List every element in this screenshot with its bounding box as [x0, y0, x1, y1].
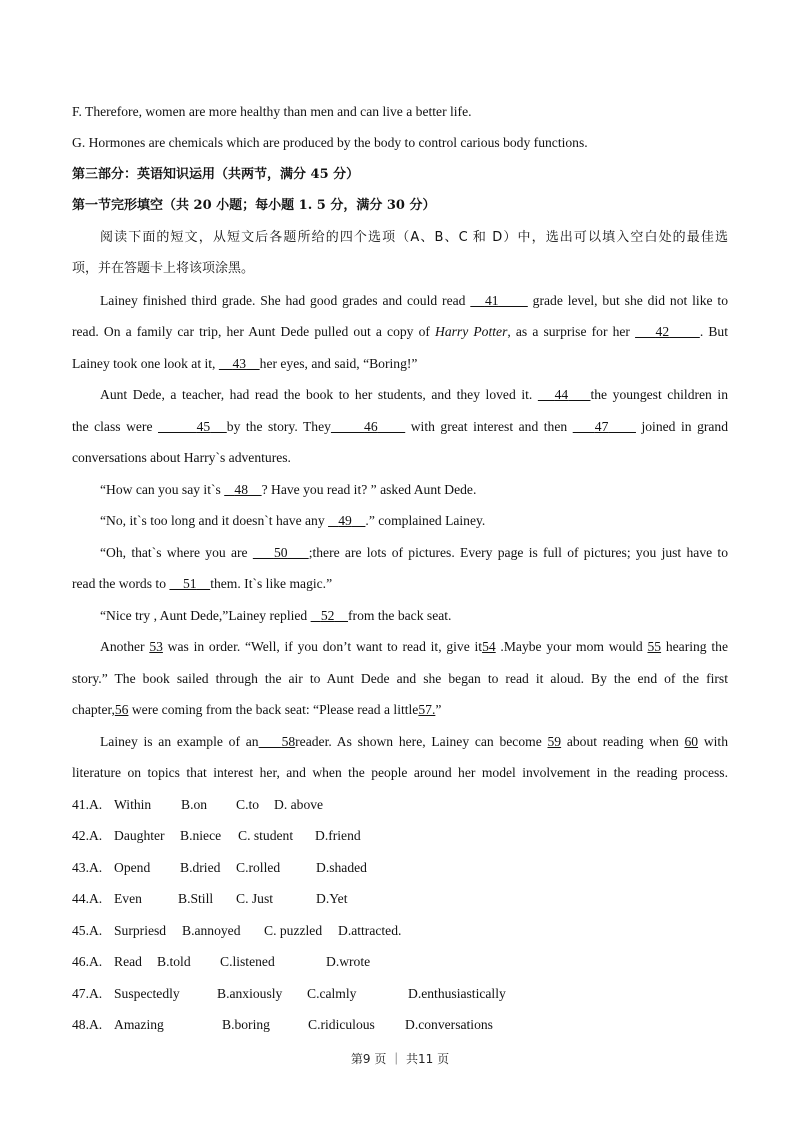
option-f: F. Therefore, women are more healthy than men and can live a better life.: [72, 104, 472, 119]
option-row: 45.A. Surpriesd B.annoyed C. puzzled D.attracted.: [72, 923, 402, 938]
blank-54: 54: [482, 639, 496, 654]
passage-line: the class were 45 by the story. They 46 with great interest and then 47 joined in grand: [72, 419, 729, 434]
blank-45: 45: [196, 419, 211, 434]
option-row: 44.A. Even B.Still C. Just D.Yet: [72, 891, 348, 906]
option-row: 48.A. Amazing B.boring C.ridiculous D.conversations: [72, 1017, 493, 1032]
option-g: G. Hormones are chemicals which are produced by the body to control carious body functions.: [72, 135, 588, 150]
blank-58: 58: [281, 734, 296, 749]
blank-47: 47: [594, 419, 609, 434]
blank-53: 53: [149, 639, 163, 654]
book-title: Harry Potter: [435, 324, 508, 339]
blank-52: 52: [320, 608, 335, 623]
passage-line: read. On a family car trip, her Aunt Dede pulled out a copy of Harry Potter, as a surprise for her 42 . But: [72, 324, 728, 339]
blank-43: 43: [232, 356, 247, 371]
option-row: 46.A. Read B.told C.listened D.wrote: [72, 954, 371, 969]
passage-line: Another 53 was in order. “Well, if you don’t want to read it, give it54 .Maybe your mom would 55 hearing the: [100, 639, 728, 654]
page-footer: 第9 页 ｜ 共11 页: [350, 1052, 450, 1066]
instruction-line-2: 项，并在答题卡上将该项涂黑。: [72, 261, 255, 276]
passage-line: Lainey is an example of an 58reader. As shown here, Lainey can become 59 about reading when 60 with: [100, 734, 728, 749]
passage-line: chapter,56 were coming from the back seat: “Please read a little57.”: [72, 702, 442, 717]
section-heading: 第一节完形填空（共 20 小题；每小题 1. 5 分，满分 30 分）: [72, 198, 436, 213]
part-heading: 第三部分：英语知识运用（共两节，满分 45 分）: [72, 167, 360, 182]
passage-line: “Nice try , Aunt Dede,”Lainey replied 52 from the back seat.: [100, 608, 452, 623]
option-row: 43.A. Opend B.dried C.rolled D.shaded: [72, 860, 367, 875]
blank-42: 42: [655, 324, 670, 339]
blank-56: 56: [114, 702, 129, 717]
passage-line: “How can you say it`s 48 ? Have you read it? ” asked Aunt Dede.: [100, 482, 477, 497]
passage-line: literature on topics that interest her, and when the people around her model involvement in the reading process.: [72, 765, 728, 780]
blank-50: 50: [273, 545, 288, 560]
passage-line: conversations about Harry`s adventures.: [72, 450, 291, 465]
passage-line: Lainey took one look at it, 43 her eyes, and said, “Boring!”: [72, 356, 418, 371]
passage-line: “Oh, that`s where you are 50 ;there are lots of pictures. Every page is full of pictures; you just have to: [100, 545, 728, 560]
option-row: 42.A. Daughter B.niece C. student D.friend: [72, 828, 361, 843]
passage-line: read the words to 51 them. It`s like magic.”: [72, 576, 333, 591]
passage-line: Lainey finished third grade. She had good grades and could read 41 grade level, but she did not like to: [100, 293, 728, 308]
blank-57: 57.: [418, 702, 436, 717]
instruction-line-1: 阅读下面的短文，从短文后各题所给的四个选项（A、B、C 和 D）中，选出可以填入空白处的最佳选: [100, 230, 728, 245]
blank-60: 60: [684, 734, 699, 749]
blank-51: 51: [183, 576, 197, 591]
option-row: 47.A. Suspectedly B.anxiously C.calmly D.enthusiastically: [72, 986, 506, 1001]
blank-59: 59: [547, 734, 562, 749]
blank-46: 46: [364, 419, 378, 434]
blank-48: 48: [234, 482, 248, 497]
blank-41: 41: [484, 293, 499, 308]
blank-55: 55: [647, 639, 662, 654]
blank-44: 44: [554, 387, 569, 402]
option-row: 41.A. Within B.on C.to D. above: [72, 797, 324, 812]
passage-line: story.” The book sailed through the air to Aunt Dede and she began to read it aloud. By the end of the first: [72, 671, 728, 686]
passage-line: Aunt Dede, a teacher, had read the book to her students, and they loved it. 44 the youngest children in: [100, 387, 728, 402]
passage-line: “No, it`s too long and it doesn`t have any 49 .” complained Lainey.: [100, 513, 486, 528]
blank-49: 49: [338, 513, 352, 528]
